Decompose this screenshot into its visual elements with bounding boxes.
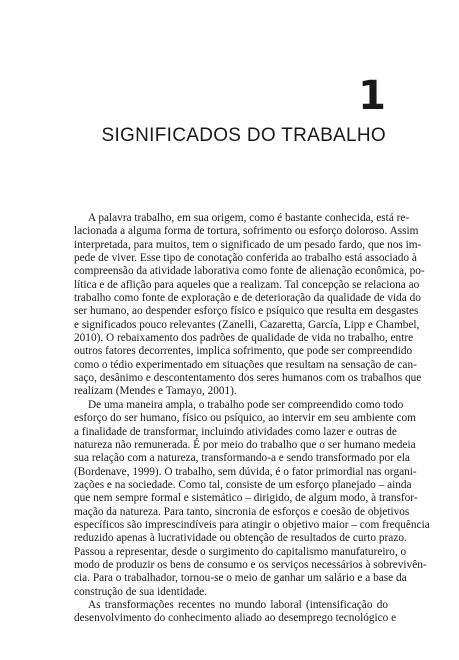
text-line: natureza não remunerada. É por meio do trabalho que o ser humano medeia	[74, 438, 416, 451]
text-line: ser humano, ao despender esforço físico e psíquico que resulta em desgastes	[74, 305, 419, 318]
text-line: A palavra trabalho, em sua origem, como é bastante conhecida, está re-	[88, 212, 410, 224]
text-line: mação da natureza. Para tanto, sincronia de esforços e coesão de objetivos	[74, 505, 410, 518]
text-line: saço, desânimo e descontentamento dos seres humanos com os trabalhos que	[74, 372, 422, 385]
text-line: a finalidade de transformar, incluindo atividades como lazer e outras de	[74, 425, 397, 438]
text-line: que nem sempre formal e sistemático – dirigido, de algum modo, à transfor-	[74, 492, 418, 505]
chapter-title: SIGNIFICADOS DO TRABALHO	[101, 125, 386, 146]
text-line: e significados pouco relevantes (Zanelli, Cazaretta, García, Lipp e Chambel,	[74, 318, 420, 331]
text-line: como o tédio experimentado em situações que resultam na sensação de can-	[74, 358, 417, 371]
text-line: 2010). O rebaixamento dos padrões de qualidade de vida no trabalho, entre	[74, 332, 414, 345]
body-text	[74, 212, 430, 626]
text-line: desenvolvimento do conhecimento aliado ao desemprego tecnológico e	[74, 612, 397, 625]
text-line: sua relação com a natureza, transformando-a e sendo transformado por ela	[74, 452, 410, 465]
text-line: trabalho como fonte de exploração e de deterioração da qualidade de vida do	[74, 292, 421, 305]
text-line: interpretada, para muitos, tem o significado de um pesado fardo, que nos im-	[74, 238, 422, 251]
text-line: outros fatores decorrentes, implica sofrimento, que pode ser compreendido	[74, 345, 413, 358]
text-line: esforço do ser humano, físico ou psíquico, ao intervir em seu ambiente com	[74, 412, 416, 425]
text-line: lacionada a alguma forma de tortura, sofrimento ou esforço doloroso. Assim	[74, 225, 419, 238]
chapter-number: 1	[358, 73, 386, 119]
text-line: pede de viver. Esse tipo de conotação conferida ao trabalho está associado à	[74, 252, 417, 265]
paragraph	[74, 398, 430, 599]
text-line: realizam (Mendes e Tamayo, 2001).	[74, 385, 237, 398]
text-line: compreensão da atividade laborativa como fonte de alienação econômica, po-	[74, 265, 425, 278]
text-line: zações e na sociedade. Como tal, consiste de um esforço planejado – ainda	[74, 478, 412, 491]
text-line: construção de sua identidade.	[74, 585, 208, 598]
text-line: modo de produzir os bens de consumo e os serviços necessários à sobrevivên-	[74, 558, 427, 571]
text-line: De uma maneira ampla, o trabalho pode ser compreendido como todo	[88, 398, 404, 411]
text-line: específicos são imprescindíveis para atingir o objetivo maior – com frequência	[74, 518, 430, 531]
text-line: cia. Para o trabalhador, tornou-se o meio de ganhar um salário e a base da	[74, 572, 407, 585]
paragraph	[74, 598, 397, 626]
text-line: As transformações recentes no mundo laboral (intensificação do	[88, 598, 388, 611]
text-line: Passou a representar, desde o surgimento do capitalismo manufatureiro, o	[74, 545, 407, 558]
text-line: (Bordenave, 1999). O trabalho, sem dúvida, é o fator primordial nas organi-	[74, 465, 417, 478]
text-line: reduzido apenas à lucratividade ou obtenção de resultados de curto prazo.	[74, 532, 407, 545]
text-line: lítica e de aflição para aqueles que a realizam. Tal concepção se relaciona ao	[74, 278, 420, 291]
paragraph	[74, 212, 425, 399]
